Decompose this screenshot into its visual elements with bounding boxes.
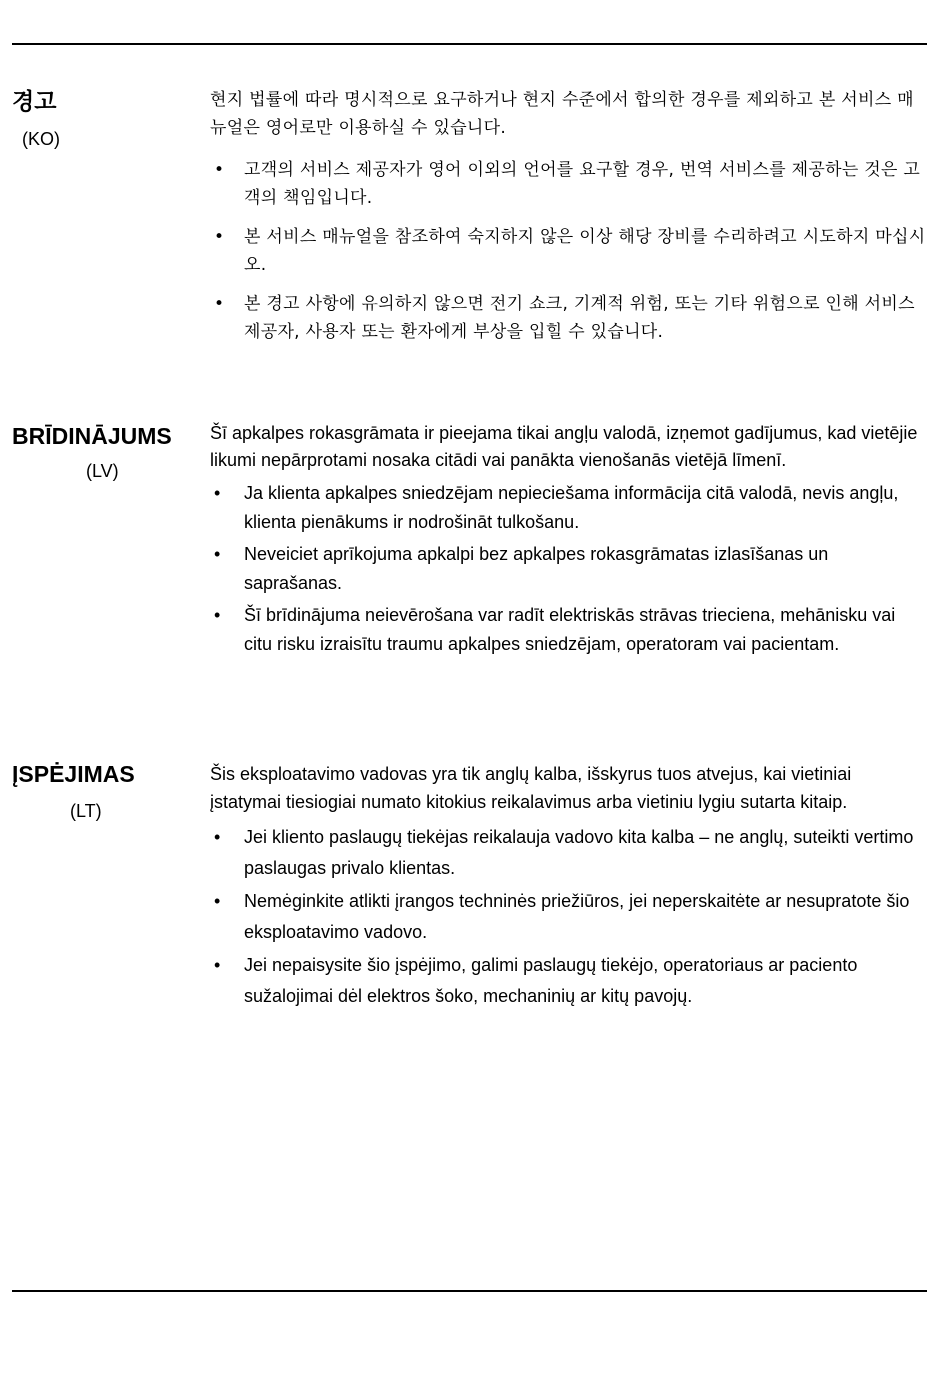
bullet-icon: •	[214, 544, 221, 564]
warning-intro: 현지 법률에 따라 명시적으로 요구하거나 현지 수준에서 합의한 경우를 제외하고 본 서비스 매뉴얼은 영어로만 이용하실 수 있습니다.	[210, 90, 914, 138]
bullet-item	[210, 822, 926, 884]
warning-body	[210, 420, 926, 662]
top-divider	[12, 43, 927, 45]
language-code: (KO)	[22, 129, 60, 149]
warning-bullet-list	[210, 156, 926, 346]
bullet-item	[210, 950, 926, 1012]
bullet-text: 본 서비스 매뉴얼을 참조하여 숙지하지 않은 이상 해당 장비를 수리하려고 시도하지 마십시오.	[244, 227, 926, 275]
warning-heading: 경고	[12, 89, 57, 115]
warning-intro: Šī apkalpes rokasgrāmata ir pieejama tikai angļu valodā, izņemot gadījumus, kad vietējie likumi nepārprotami nosaka citādi vai panākta vienošanās vietējā līmenī.	[210, 423, 918, 470]
warning-bullet-list	[210, 479, 926, 659]
bullet-icon: •	[214, 605, 221, 625]
bullet-icon: •	[214, 227, 225, 247]
bullet-icon: •	[214, 827, 221, 847]
bullet-text: Jei kliento paslaugų tiekėjas reikalauja vadovo kita kalba – ne anglų, suteikti vertimo paslaugas privalo klientas.	[244, 827, 914, 878]
bullet-text: 본 경고 사항에 유의하지 않으면 전기 쇼크, 기계적 위험, 또는 기타 위험으로 인해 서비스 제공자, 사용자 또는 환자에게 부상을 입힐 수 있습니다.	[244, 294, 915, 342]
bullet-text: Neveiciet aprīkojuma apkalpi bez apkalpes rokasgrāmatas izlasīšanas un saprašanas.	[244, 544, 829, 593]
bullet-item	[210, 886, 926, 948]
warning-heading: BRĪDINĀJUMS	[12, 423, 172, 449]
warning-body	[210, 760, 926, 1014]
bullet-icon: •	[214, 483, 221, 503]
warning-intro: Šis eksploatavimo vadovas yra tik anglų kalba, išskyrus tuos atvejus, kai vietiniai įstatymai tiesiogiai numato kitokius reikalavimus arba vietiniu lygiu sutarta kitaip.	[210, 764, 852, 812]
bullet-icon: •	[214, 891, 221, 911]
bullet-item	[210, 601, 926, 659]
bullet-text: 고객의 서비스 제공자가 영어 이외의 언어를 요구할 경우, 번역 서비스를 제공하는 것은 고객의 책임입니다.	[244, 160, 921, 208]
warning-heading: ĮSPĖJIMAS	[12, 761, 135, 787]
bullet-text: Jei nepaisysite šio įspėjimo, galimi paslaugų tiekėjo, operatoriaus ar paciento sužalojimai dėl elektros šoko, mechaninių ar kitų pavojų.	[244, 955, 858, 1006]
bullet-item	[210, 290, 926, 346]
bullet-text: Šī brīdinājuma neievērošana var radīt elektriskās strāvas trieciena, mehānisku vai citu risku izraisītu traumu apkalpes sniedzējam, operatoram vai pacientam.	[244, 605, 896, 654]
bullet-item	[210, 223, 926, 279]
bullet-text: Nemėginkite atlikti įrangos techninės priežiūros, jei neperskaitėte ar nesupratote šio eksploatavimo vadovo.	[244, 891, 910, 942]
language-code: (LT)	[70, 801, 102, 821]
bullet-icon: •	[214, 955, 221, 975]
bullet-item	[210, 540, 926, 598]
bullet-text: Ja klienta apkalpes sniedzējam nepieciešama informācija citā valodā, nevis angļu, klienta pienākums ir nodrošināt tulkošanu.	[244, 483, 899, 532]
warning-bullet-list	[210, 822, 926, 1012]
bullet-item	[210, 479, 926, 537]
language-code: (LV)	[86, 461, 119, 481]
warning-body	[210, 86, 926, 357]
bullet-icon: •	[214, 294, 225, 314]
bullet-icon: •	[214, 160, 225, 180]
bottom-divider	[12, 1290, 927, 1292]
bullet-item	[210, 156, 926, 212]
